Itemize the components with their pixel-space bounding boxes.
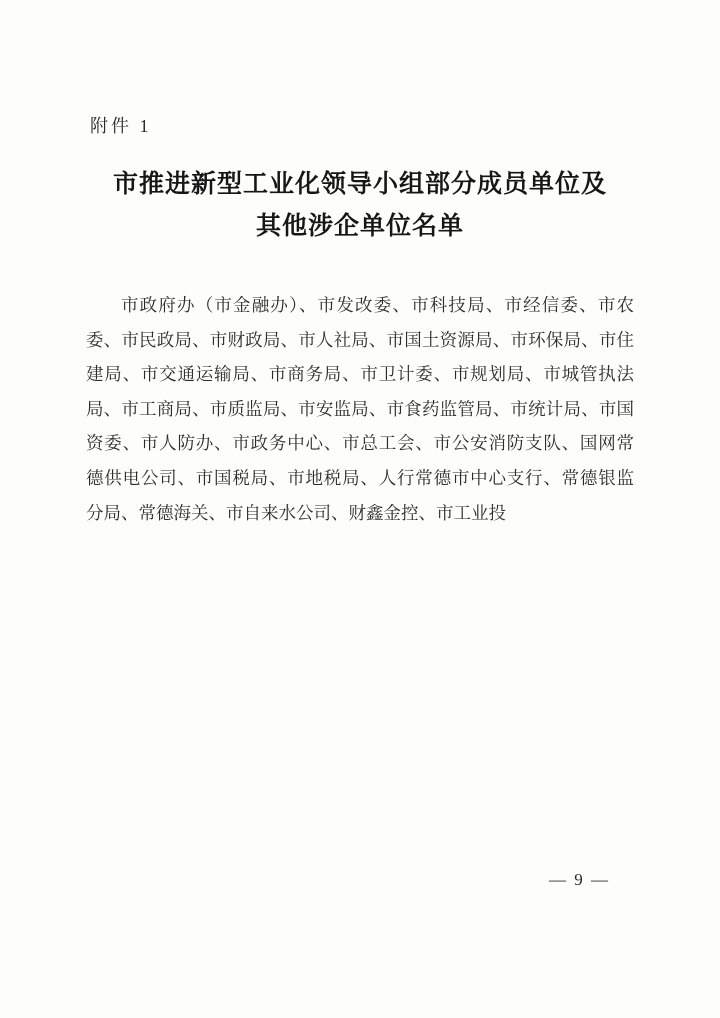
body-line: 委、市民政局、市财政局、市人社局、市国土资源局、市环保局、市住 bbox=[86, 329, 634, 350]
document-title bbox=[86, 164, 634, 248]
title-line-1: 市推进新型工业化领导小组部分成员单位及 bbox=[112, 171, 607, 198]
page-number: — 9 — bbox=[549, 870, 610, 889]
body-line: 建局、市交通运输局、市商务局、市卫计委、市规划局、市城管执法 bbox=[86, 364, 634, 385]
body-line: 市政府办（市金融办）、市发改委、市科技局、市经信委、市农 bbox=[121, 295, 634, 315]
title-line-2: 其他涉企单位名单 bbox=[255, 213, 464, 240]
body-line: 分局、常德海关、市自来水公司、财鑫金控、市工业投 bbox=[86, 502, 506, 523]
body-line: 资委、市人防办、市政务中心、市总工会、市公安消防支队、国网常 bbox=[86, 433, 634, 454]
body-paragraph bbox=[86, 288, 634, 530]
body-line: 德供电公司、市国税局、市地税局、人行常德市中心支行、常德银监 bbox=[86, 467, 634, 488]
body-line: 局、市工商局、市质监局、市安监局、市食药监管局、市统计局、市国 bbox=[86, 398, 634, 419]
attachment-label: 附件 1 bbox=[90, 116, 152, 136]
